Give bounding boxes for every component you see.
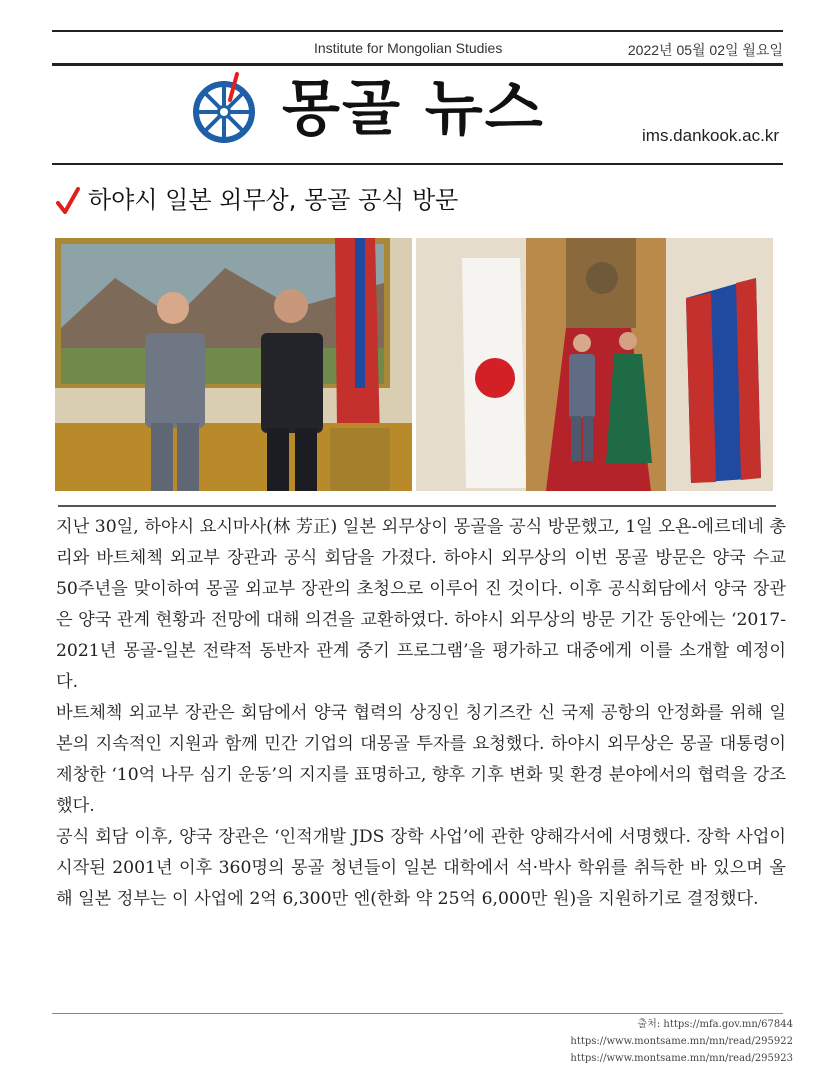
blue-wheel-logo-icon [190,70,262,146]
meeting-photo-prime-minister [55,238,412,491]
article-photos [55,238,773,491]
masthead-rule [52,163,783,165]
article-paragraph: 바트체첵 외교부 장관은 회담에서 양국 협력의 상징인 칭기즈칸 신 국제 공항의 안정화를 위해 일본의 지속적인 지원과 함께 민간 기업의 대몽골 투자를 요청했다. 하야시 외무상은 몽골 대통령이 제창한 ‘10억 나무 심기 운동’의 지지를 표명하고, 향후 기후 변화 및 환경 분야에서의 협력을 강조했다. [56,703,786,816]
newsletter-title: 몽골 뉴스 [282,74,545,144]
source-link[interactable]: https://www.montsame.mn/mn/read/295922 [570,1036,793,1047]
source-link[interactable]: https://www.montsame.mn/mn/read/295923 [570,1053,793,1064]
article-headline: 하야시 일본 외무상, 몽골 공식 방문 [88,186,459,214]
header-rule [52,63,783,66]
article-paragraph: 지난 30일, 하야시 요시마사(林 芳正) 일본 외무상이 몽골을 공식 방문했고, 1일 오욘-에르데네 총리와 바트체첵 외교부 장관과 공식 회담을 가졌다. 하야시 외무상의 이번 몽골 방문은 양국 수교 50주년을 맞이하여 몽골 외교부 장관의 초청으로 이루어 진 것이다. 이후 공식회담에서 양국 장관은 양국 관계 현황과 전망에 대해 의견을 교환하였다. 하야시 외무상의 방문 기간 동안에는 ‘2017-2021년 몽골-일본 전략적 동반자 관계 중기 프로그램’을 평가하고 대중에게 이를 소개할 예정이다. [56,517,786,692]
red-checkmark-icon [56,186,80,216]
photo-separator [58,505,776,507]
article-headline-row [56,184,781,224]
source-link[interactable]: 출처: https://mfa.gov.mn/67844 [637,1019,793,1030]
institute-name: Institute for Mongolian Studies [314,40,503,56]
issue-date: 2022년 05월 02일 월요일 [627,42,783,58]
meeting-photo-foreign-minister [416,238,773,491]
sources-block [570,1016,793,1067]
top-rule [52,30,783,32]
article-paragraph: 공식 회담 이후, 양국 장관은 ‘인적개발 JDS 장학 사업’에 관한 양해각서에 서명했다. 장학 사업이 시작된 2001년 이후 360명의 몽골 청년들이 일본 대학에서 석·박사 학위를 취득한 바 있으며 올해 일본 정부는 이 사업에 2억 6,300만 엔(한화 약 25억 6,000만 원)을 지원하기로 결정했다. [56,827,786,909]
header-info-bar [52,38,783,60]
sources-rule [52,1013,783,1014]
website-address: ims.dankook.ac.kr [642,126,779,145]
masthead [52,68,783,158]
article-body [56,512,786,915]
